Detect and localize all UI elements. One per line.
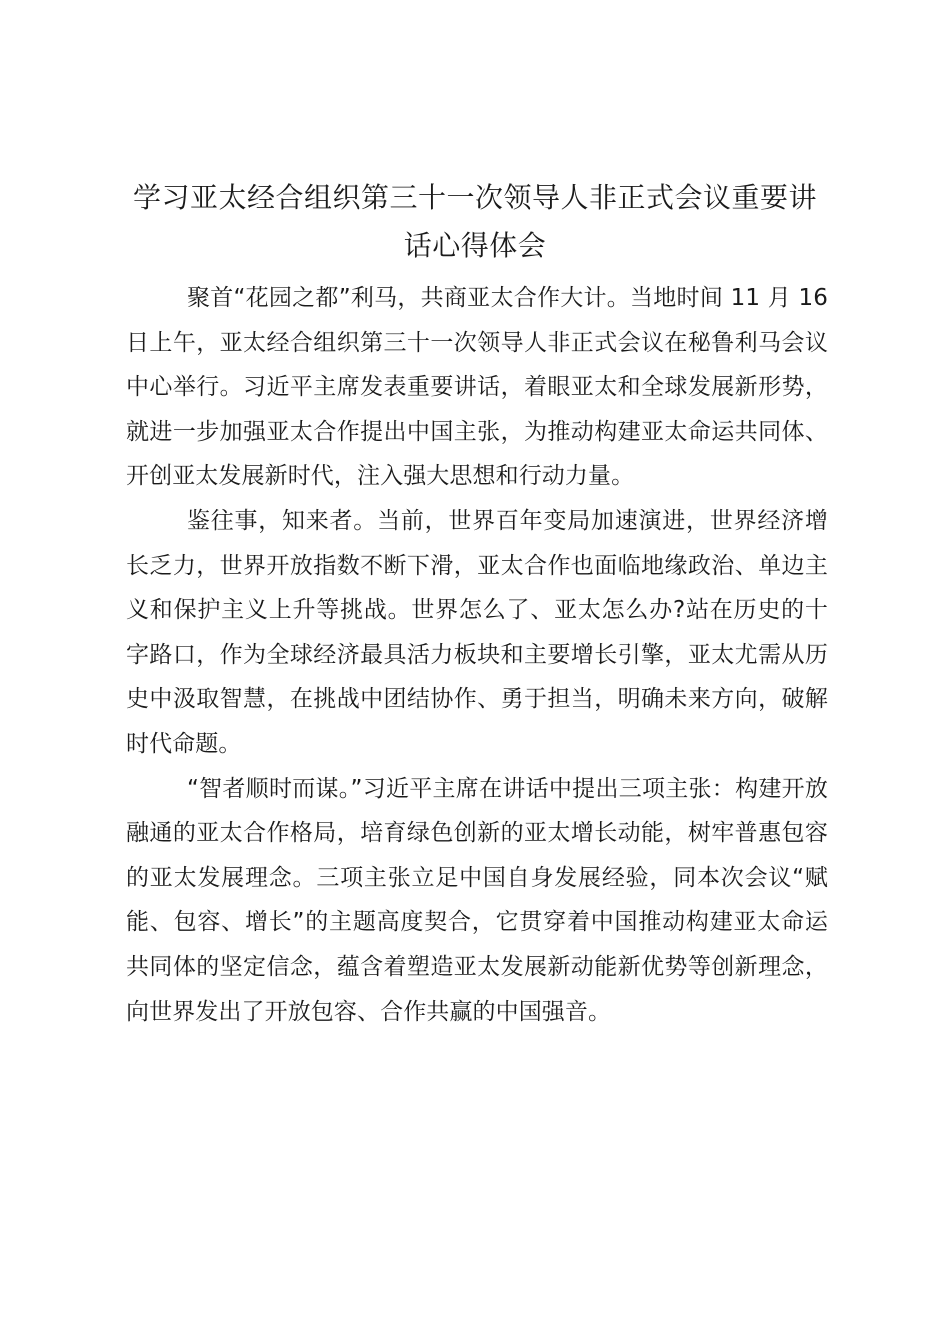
- paragraph-3: “智者顺时而谋。”习近平主席在讲话中提出三项主张：构建开放融通的亚太合作格局，培育绿色创新的亚太增长动能，树牢普惠包容的亚太发展理念。三项主张立足中国自身发展经验，同本次会议“赋能、包容、增长”的主题高度契合，它贯穿着中国推动构建亚太命运共同体的坚定信念，蕴含着塑造亚太发展新动能新优势等创新理念，向世界发出了开放包容、合作共赢的中国强音。: [126, 775, 828, 1025]
- paragraph-2: 鉴往事，知来者。当前，世界百年变局加速演进，世界经济增长乏力，世界开放指数不断下滑，亚太合作也面临地缘政治、单边主义和保护主义上升等挑战。世界怎么了、亚太怎么办?站在历史的十字路口，作为全球经济最具活力板块和主要增长引擎，亚太尤需从历史中汲取智慧，在挑战中团结协作、勇于担当，明确未来方向，破解时代命题。: [126, 507, 828, 757]
- document-title: 学习亚太经合组织第三十一次领导人非正式会议重要讲话心得体会: [132, 181, 817, 262]
- document-body: [126, 276, 828, 1034]
- paragraph-1: 聚首“花园之都”利马，共商亚太合作大计。当地时间 11 月 16 日上午，亚太经合组织第三十一次领导人非正式会议在秘鲁利马会议中心举行。习近平主席发表重要讲话，着眼亚太和全球发展新形势，就进一步加强亚太合作提出中国主张，为推动构建亚太命运共同体、开创亚太发展新时代，注入强大思想和行动力量。: [126, 285, 828, 490]
